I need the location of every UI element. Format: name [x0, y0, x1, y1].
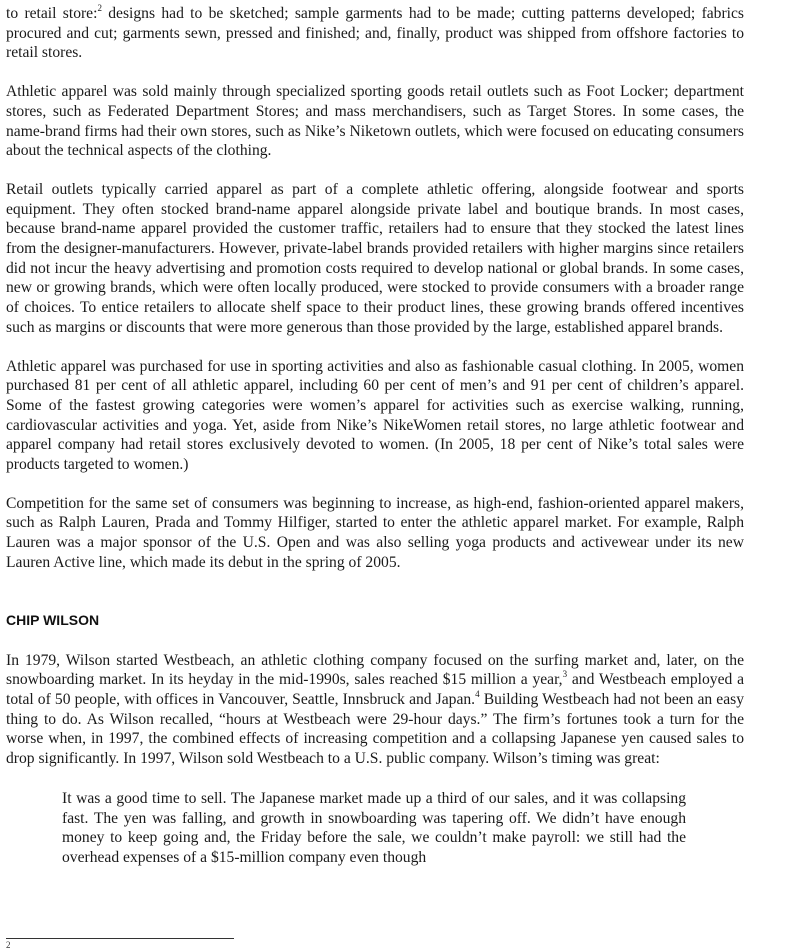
paragraph-retail-brands: Retail outlets typically carried apparel as part of a complete athletic offering, alongside footwear and sports equipment. They often stocked brand-name apparel alongside private label and boutique brands. In most cases, because brand-name apparel provided the customer traffic, retailers had to ensure that they stocked the latest lines from the designer-manufacturers. However, private-label brands provided retailers with higher margins since retailers did not incur the heavy advertising and promotion costs required to develop national or global brands. In some cases, new or growing brands, which were often locally produced, were stocked to provide consumers with a broader range of choices. To entice retailers to allocate shelf space to their product lines, these growing brands offered incentives such as margins or discounts that were more generous than those provided by the large, established apparel brands.	[6, 180, 744, 336]
footnote-marker: 2	[6, 940, 11, 950]
document-page	[6, 4, 744, 868]
paragraph-retail-process	[6, 4, 744, 63]
paragraph-westbeach	[6, 651, 744, 769]
paragraph-text: to retail store:	[6, 5, 98, 22]
paragraph-text: and Westbeach employed a total of 50 people, with offices in Vancouver, Seattle, Innsbruck and Japan.	[6, 671, 744, 708]
footnote-ref-2[interactable]: 2	[97, 2, 102, 13]
paragraph-text: designs had to be sketched; sample garments had to be made; cutting patterns developed; fabrics procured and cut; garments sewn, pressed and finished; and, finally, product was shipped from offshore factories to retail stores.	[6, 5, 744, 62]
footnote-ref-4[interactable]: 4	[475, 688, 480, 699]
footnote-ref-3[interactable]: 3	[562, 669, 568, 680]
paragraph-text: Building Westbeach had not been an easy thing to do. As Wilson recalled, “hours at Westbeach were 29-hour days.” The firm’s fortunes took a turn for the worse when, in 1997, the combined effects of increasing competition and a collapsing Japanese yen caused sales to drop significantly. In 1997, Wilson sold Westbeach to a U.S. public company. Wilson’s timing was great:	[6, 690, 745, 768]
paragraph-text: In 1979, Wilson started Westbeach, an athletic clothing company focused on the surfing market and, later, on the snowboarding market. In its heyday in the mid-1990s, sales reached $15 million a year,	[6, 651, 744, 689]
paragraph-competition: Competition for the same set of consumers was beginning to increase, as high-end, fashion-oriented apparel makers, such as Ralph Lauren, Prada and Tommy Hilfiger, started to enter the athletic apparel market. For example, Ralph Lauren was a major sponsor of the U.S. Open and was also selling yoga products and activewear under its new Lauren Active line, which made its debut in the spring of 2005.	[6, 494, 744, 571]
paragraph-retail-outlets: Athletic apparel was sold mainly through specialized sporting goods retail outlets such as Foot Locker; department stores, such as Federated Department Stores; and mass merchandisers, such as Target Stores. In some cases, the name-brand firms had their own stores, such as Nike’s Niketown outlets, which were focused on educating consumers about the technical aspects of the clothing.	[6, 83, 744, 160]
section-heading: CHIP WILSON	[6, 611, 100, 628]
paragraph-womens-apparel: Athletic apparel was purchased for use in sporting activities and also as fashionable casual clothing. In 2005, women purchased 81 per cent of all athletic apparel, including 60 per cent of men’s and 91 per cent of children’s apparel. Some of the fastest growing categories were women’s apparel for activities such as exercise walking, running, cardiovascular activities and yoga. Yet, aside from Nike’s NikeWomen retail stores, no large athletic footwear and apparel company had retail stores exclusively devoted to women. (In 2005, 18 per cent of Nike’s total sales were products targeted to women.)	[6, 357, 744, 474]
block-quote: It was a good time to sell. The Japanese market made up a third of our sales, and it was collapsing fast. The yen was falling, and growth in snowboarding was tapering off. We didn’t have enough money to keep going and, the Friday before the sale, we couldn’t make payroll: we still had the overhead expenses of a $15-million company even though	[62, 789, 686, 866]
footnote-separator	[6, 938, 234, 939]
